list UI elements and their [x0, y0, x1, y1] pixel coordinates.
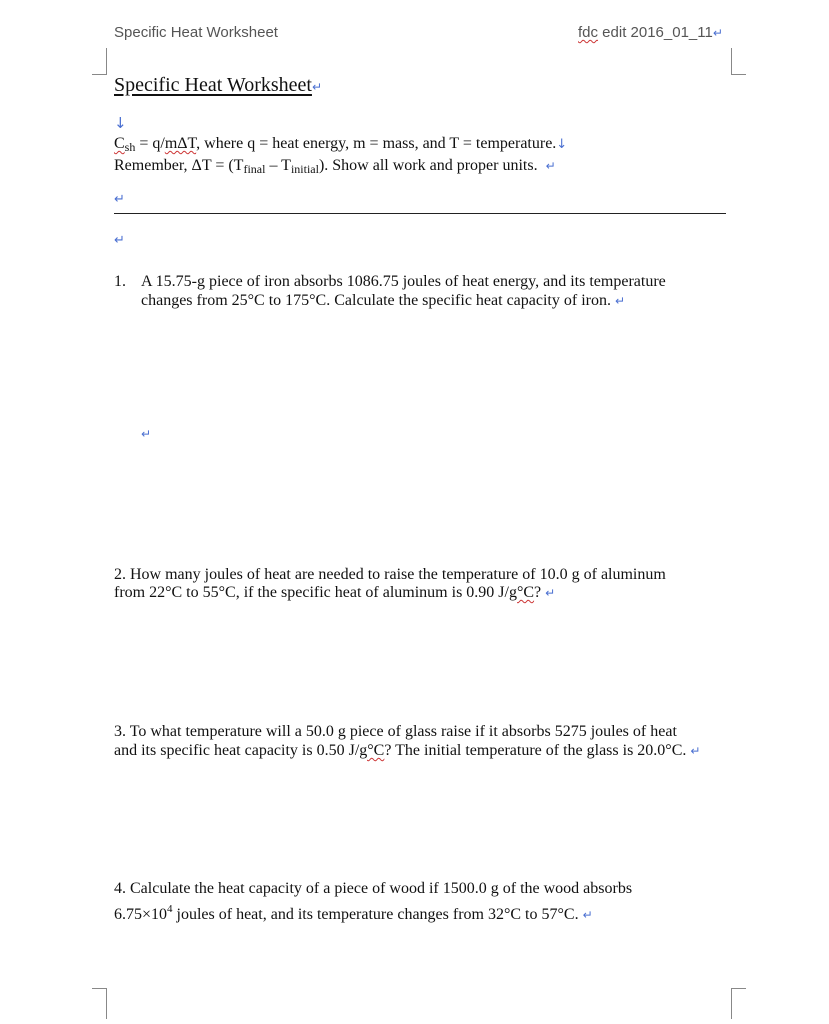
header-right-prefix: fdc [578, 24, 599, 41]
paragraph-mark-icon: ↵ [690, 744, 701, 758]
csh-symbol: $C_{sh}$ [114, 135, 136, 154]
q4-line2: $6.75\times 10^4$ joules of heat, and its temperature changes from 32°C to 57°C. ↵ [114, 903, 593, 923]
q4-line1: 4. Calculate the heat capacity of a piece of wood if 1500.0 g of the wood absorbs [114, 880, 633, 897]
formula-line [114, 133, 567, 155]
paragraph-mark-icon: ↵ [545, 159, 556, 173]
paragraph-mark-icon: ↵ [114, 233, 125, 248]
paragraph-mark-icon: ↵ [545, 586, 556, 600]
paragraph-mark-icon: ↵ [614, 294, 626, 308]
q3-line1: 3. To what temperature will a 50.0 g piece of glass raise if it absorbs 5275 joules of heat [114, 723, 677, 740]
crop-mark-bottom-left [92, 988, 107, 1019]
page-title [114, 75, 322, 98]
header-right-suffix: edit 2016_01_11 [598, 24, 713, 41]
crop-mark-bottom-right [731, 988, 746, 1019]
formula-mdt: mΔT [164, 135, 197, 152]
line-break-icon: ↓ [114, 114, 127, 132]
paragraph-mark-icon: ↵ [311, 80, 323, 94]
divider [114, 213, 726, 214]
q3-line2: and its specific heat capacity is 0.50 J/g°C? The initial temperature of the glass is 20.0°C. ↵ [114, 742, 701, 759]
q1-number: 1. [114, 273, 126, 290]
line-break-icon: ↓ [556, 137, 568, 152]
header-left: Specific Heat Worksheet [114, 24, 278, 41]
crop-mark-top-right [731, 48, 746, 75]
q2-line1: 2. How many joules of heat are needed to raise the temperature of 10.0 g of aluminum [114, 566, 666, 583]
crop-mark-top-left [92, 48, 107, 75]
page-title-text: Specific Heat Worksheet [114, 74, 312, 96]
formula-eq: = q/ [135, 135, 165, 152]
formula-rest: , where q = heat energy, m = mass, and T = temperature. [196, 135, 557, 152]
paragraph-mark-icon: ↵ [114, 192, 125, 207]
q2-line2: from 22°C to 55°C, if the specific heat of aluminum is 0.90 J/g°C? ↵ [114, 584, 556, 601]
paragraph-mark-icon: ↵ [582, 908, 593, 922]
header-right [578, 24, 723, 41]
q1-line1: A 15.75-g piece of iron absorbs 1086.75 joules of heat energy, and its temperature [141, 273, 666, 290]
remember-line: Remember, $\Delta T = (T_{final} - T_{initial})$. Show all work and proper units. ↵ [114, 157, 556, 176]
q1-line2: changes from 25°C to 175°C. Calculate the specific heat capacity of iron. ↵ [141, 292, 626, 309]
paragraph-mark-icon: ↵ [712, 26, 723, 40]
paragraph-mark-icon: ↵ [141, 427, 152, 441]
